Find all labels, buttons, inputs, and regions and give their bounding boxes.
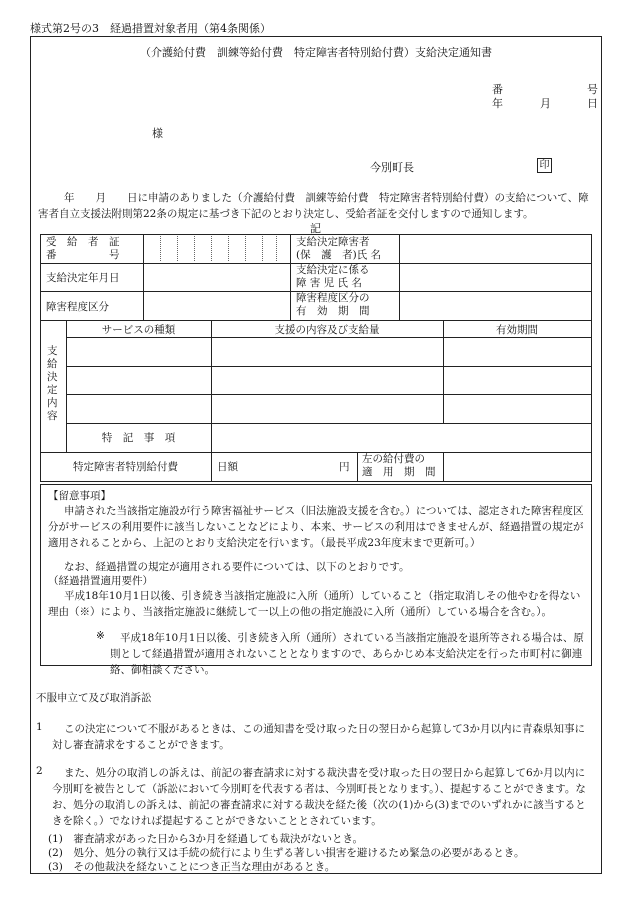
appeal-sub-3: (3) その他裁決を経ないことにつき正当な理由があるとき。 (48, 861, 336, 873)
month-label: 月 (540, 97, 551, 110)
number-label: 番 (492, 83, 503, 96)
notes-paragraph-3: （経過措置適用要件） (48, 575, 153, 587)
year-label: 年 (492, 97, 503, 110)
number-suffix: 号 (587, 83, 598, 96)
notes-heading: 【留意事項】 (48, 490, 111, 502)
service-type-header: サービスの種類 (101, 324, 176, 336)
daily-amount-label: 日額 (217, 461, 238, 473)
form-identifier: 様式第2号の3 経過措置対象者用（第4条関係） (30, 22, 271, 35)
appeal-heading: 不服申立て及び取消訴訟 (36, 692, 152, 704)
class-period-label: 障害程度区分の 有 効 期 間 (296, 292, 370, 317)
content-side-label: 支給決定内容 (47, 345, 58, 422)
appeal-item-2: また、処分の取消しの訴えは、前記の審査請求に対する裁決書を受け取った日の翌日から起算して6か月以内に今別町を被告として（訴訟において今別町を代表する者は、今別町長となります。）、提起することができます。なお、処分の取消しの訴えは、前記の審査請求に対する裁決を経た後（次の(1)から(3)までのいずれかに該当するときを除く。）でなければ提起することができないこととされています。 (52, 767, 586, 827)
appeal-item-1-number: 1 (36, 721, 43, 733)
recipient-number-label: 受 給 者 証 番 号 (46, 236, 120, 261)
intro-paragraph: 年 月 日に申請のありました（介護給付費 訓練等給付費 特定障害者特別給付費）の支給について、障害者自立支援法附則第22条の規定に基づき下記のとおり決定し、受給者証を交付しますので通知します。 (38, 192, 589, 220)
appeal-sub-1: (1) 審査請求があった日から3か月を経過しても裁決がないとき。 (48, 833, 364, 845)
decided-person-label: 支給決定障害者 (保 護 者)氏 名 (296, 236, 382, 261)
support-amount-header: 支援の内容及び支給量 (274, 324, 380, 336)
day-label: 日 (587, 97, 598, 110)
seal-mark: 印 (537, 158, 552, 173)
appeal-item-2-number: 2 (36, 765, 43, 777)
appeal-sub-2: (2) 処分、処分の執行又は手続の続行により生ずる著しい損害を避けるため緊急の必要があるとき。 (48, 847, 525, 859)
benefit-period-label: 左の給付費の 適 用 期 間 (362, 453, 436, 478)
special-notes-label: 特 記 事 項 (101, 432, 176, 444)
yen-label: 円 (339, 461, 350, 473)
record-label: 記 (310, 222, 321, 235)
notes-paragraph-2: なお、経過措置の規定が適用される要件については、以下のとおりです。 (64, 561, 410, 573)
notes-paragraph-1: 申請された当該指定施設が行う障害福祉サービス（旧法施設支援を含む。）については、認定された障害程度区分がサービスの利用要件に該当しないことなどにより、本来、サービスの利用はできませんが、経過措置の規定が適用されることから、上記のとおり支給決定を行います。（最長平成23年度末まで更新可。） (48, 505, 584, 549)
document-title: （介護給付費 訓練等給付費 特定障害者特別給付費）支給決定通知書 (140, 46, 492, 59)
issuer-name: 今別町長 (370, 161, 414, 174)
notes-asterisk: ※ (96, 630, 105, 642)
valid-period-header: 有効期間 (496, 324, 538, 336)
disability-class-label: 障害程度区分 (46, 301, 109, 313)
notes-paragraph-4: 平成18年10月1日以後、引き続き当該指定施設に入所（通所）していること（指定取消しその他やむを得ない理由（※）により、当該指定施設に継続して一以上の他の指定施設に入所（通所）している場合を含む。）。 (48, 590, 581, 618)
decision-date-label: 支給決定年月日 (46, 272, 120, 284)
appeal-item-1: この決定について不服があるときは、この通知書を受け取った日の翌日から起算して3か月以内に青森県知事に対し審査請求をすることができます。 (52, 723, 585, 751)
special-benefit-label: 特定障害者特別給付費 (73, 461, 178, 473)
notes-paragraph-5: 平成18年10月1日以後、引き続き入所（通所）されている当該指定施設を退所等される場合は、原則として経過措置が適用されないこととなりますので、あらかじめ本支給決定を行った市町村に御連絡、御相談ください。 (110, 632, 584, 676)
addressee-suffix: 様 (152, 127, 163, 140)
child-name-label: 支給決定に係る 障 害 児 氏 名 (296, 264, 370, 289)
